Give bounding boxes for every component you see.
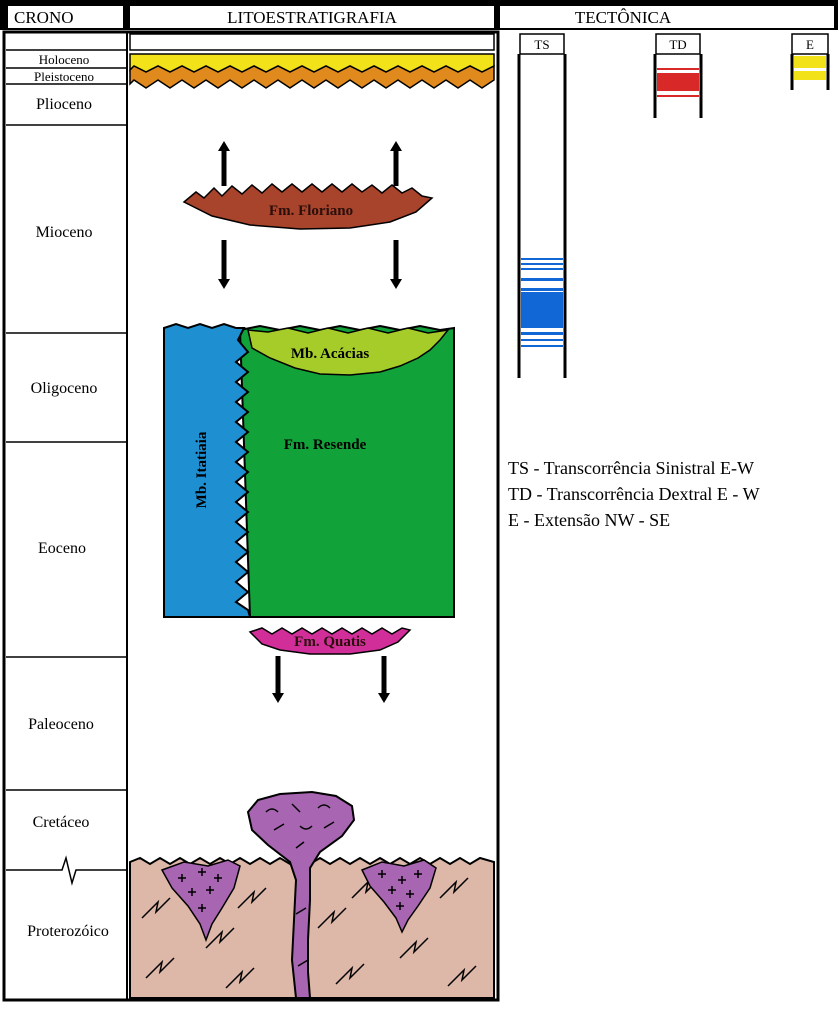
epoch-dividers — [6, 50, 127, 790]
tectonics-columns — [519, 34, 828, 378]
epoch-mioceno: Mioceno — [35, 224, 93, 241]
column-ts-label: TS — [534, 37, 550, 52]
label-mb-acacias: Mb. Acácias — [290, 346, 370, 362]
epoch-eoceno: Eoceno — [38, 540, 86, 557]
e-column — [792, 54, 828, 90]
column-td-label: TD — [669, 37, 687, 52]
legend-td: TD - Transcorrência Dextral E - W — [508, 484, 760, 504]
label-fm-floriano: Fm. Floriano — [268, 203, 354, 219]
epoch-paleoceno: Paleoceno — [28, 716, 94, 733]
legend-e: E - Extensão NW - SE — [508, 510, 671, 530]
td-column — [655, 54, 701, 118]
epoch-oligoceno: Oligoceno — [30, 380, 98, 397]
quatis-arrows — [278, 656, 384, 698]
legend-ts: TS - Transcorrência Sinistral E-W — [508, 458, 754, 478]
header-row — [0, 0, 838, 30]
header-litoestratigrafia: LITOESTRATIGRAFIA — [227, 8, 397, 27]
epoch-proterozoico: Proterozóico — [27, 923, 109, 940]
tectonics-legend — [508, 458, 760, 530]
unconformity-line — [6, 858, 127, 883]
header-tectonica: TECTÔNICA — [574, 8, 672, 27]
epoch-holoceno: Holoceno — [38, 52, 90, 67]
epoch-cretaceo: Cretáceo — [32, 814, 90, 831]
label-mb-itatiaia: Mb. Itatiaia — [194, 431, 210, 509]
lito-top-strip — [130, 34, 494, 50]
column-e-label: E — [806, 37, 814, 52]
header-crono: CRONO — [14, 8, 74, 27]
label-fm-quatis: Fm. Quatis — [294, 634, 366, 650]
epoch-pleistoceno: Pleistoceno — [34, 69, 94, 84]
ts-column — [519, 54, 565, 378]
label-fm-resende: Fm. Resende — [283, 437, 367, 453]
epoch-plioceno: Plioceno — [36, 96, 92, 113]
